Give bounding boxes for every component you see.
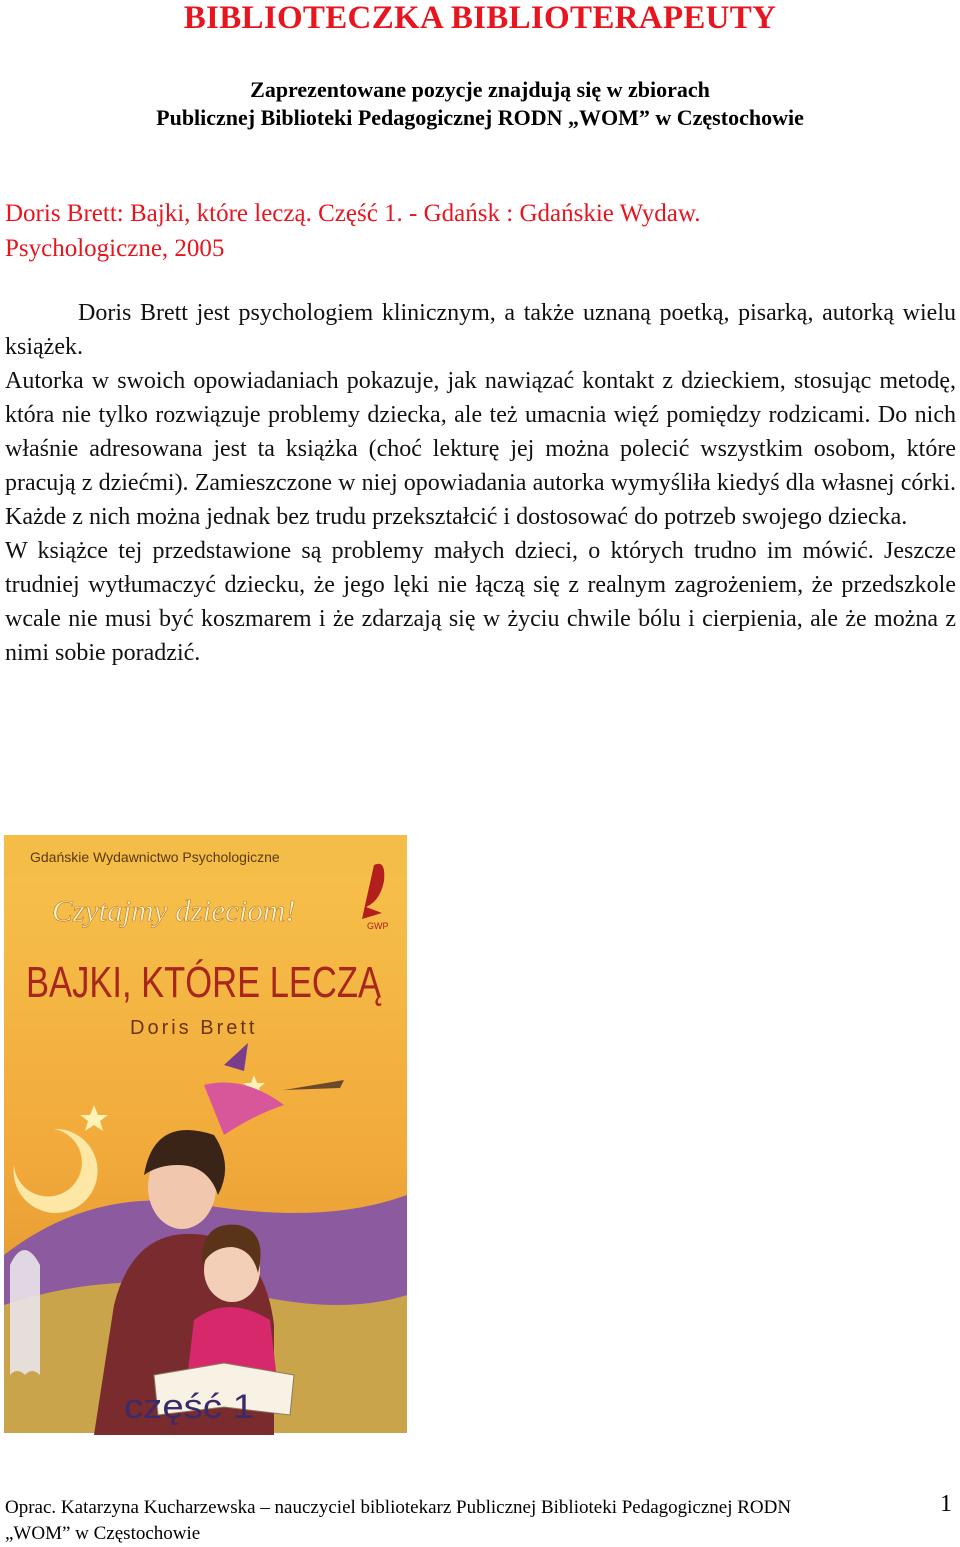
- book-cover-illustration: [4, 835, 407, 1433]
- page-number: 1: [940, 1491, 952, 1517]
- cover-publisher: Gdańskie Wydawnictwo Psychologiczne: [30, 849, 280, 865]
- cover-title: BAJKI, KTÓRE LECZĄ: [26, 958, 382, 1007]
- collection-note: [0, 76, 960, 132]
- footer-line1: Oprac. Katarzyna Kucharzewska – nauczyciel bibliotekarz Publicznej Biblioteki Pedagogicznej RODN: [5, 1497, 792, 1518]
- cover-series: Czytajmy dzieciom!: [52, 893, 296, 928]
- description-paragraph-2: Autorka w swoich opowiadaniach pokazuje, jak nawiązać kontakt z dzieckiem, stosując metodę, która nie tylko rozwiązuje problemy dziecka, ale też umacnia więź pomiędzy rodzicami. Do nich właśnie adresowana jest ta książka (choć lekturę jej można polecić wszystkim osobom, które pracują z dziećmi). Zamieszczone w niej opowiadania autorka wymyśliła kiedyś dla własnej córki. Każde z nich można jednak bez trudu przekształcić i dostosować do potrzeb swojego dziecka.: [5, 368, 956, 530]
- page-title: BIBLIOTECZKA BIBLIOTERAPEUTY: [183, 0, 777, 36]
- cover-author: Doris Brett: [130, 1017, 258, 1039]
- book-reference-line1: Doris Brett: Bajki, które leczą. Część 1. - Gdańsk : Gdańskie Wydaw.: [5, 200, 701, 227]
- book-description: [5, 296, 956, 670]
- footer-line2: „WOM” w Częstochowie: [5, 1523, 201, 1544]
- book-cover-image: [4, 835, 407, 1433]
- cover-logo-text: GWP: [367, 921, 389, 931]
- cover-part: część 1: [124, 1388, 254, 1426]
- description-paragraph-1: Doris Brett jest psychologiem klinicznym, a także uznaną poetką, pisarką, autorką wielu książek.: [5, 300, 956, 360]
- collection-note-line2: Publicznej Biblioteki Pedagogicznej RODN „WOM” w Częstochowie: [156, 105, 804, 130]
- collection-note-line1: Zaprezentowane pozycje znajdują się w zbiorach: [250, 77, 710, 102]
- description-paragraph-3: W książce tej przedstawione są problemy małych dzieci, o których trudno im mówić. Jeszcze trudniej wytłumaczyć dziecku, że jego lęki nie łączą się z realnym zagrożeniem, że przedszkole wcale nie musi być koszmarem i że zdarzają się w życiu chwile bólu i cierpienia, ale że można z nimi sobie poradzić.: [5, 538, 956, 666]
- book-reference-line2: Psychologiczne, 2005: [5, 235, 225, 262]
- book-reference: [5, 196, 945, 266]
- footer-credits: [5, 1495, 945, 1547]
